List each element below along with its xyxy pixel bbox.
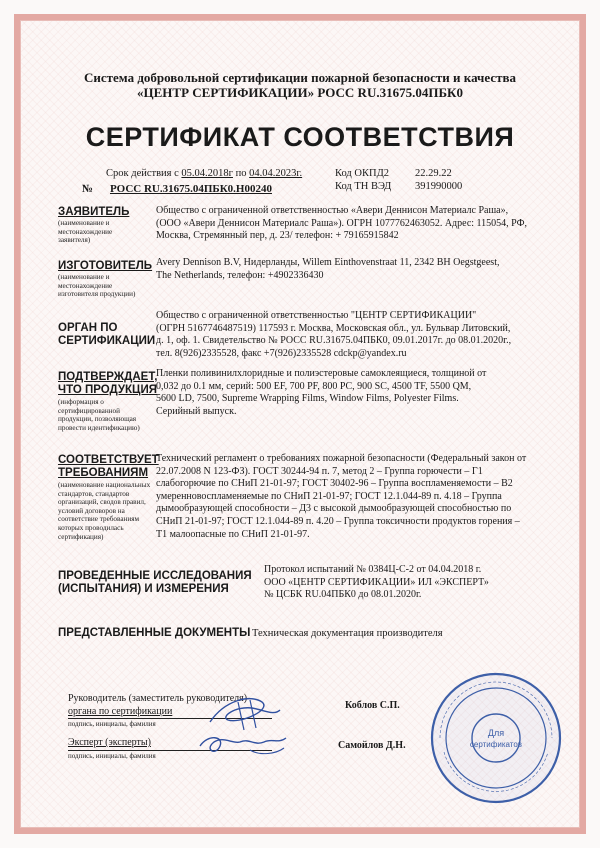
head-title-line-1: Руководитель (заместитель руководителя)	[68, 693, 248, 704]
tests-line: Протокол испытаний № 0384Ц-С-2 от 04.04.2018 г.	[264, 564, 482, 575]
cert-body-text	[156, 310, 552, 360]
tests-text	[264, 564, 554, 602]
expert-name: Самойлов Д.Н.	[338, 740, 406, 751]
head-signature-caption: подпись, инициалы, фамилия	[68, 720, 156, 728]
cert-body-line: (ОГРН 5167746487519) 117593 г. Москва, Московская обл., ул. Бульвар Литовский,	[156, 322, 511, 334]
product-label-1: ПОДТВЕРЖДАЕТ,	[58, 371, 158, 383]
requirements-label-2: ТРЕБОВАНИЯМ	[58, 467, 149, 479]
tnved-value: 391990000	[415, 181, 463, 192]
certificate-number: РОСС RU.31675.04ПБК0.Н00240	[110, 183, 272, 195]
requirements-line: Технический регламент о требованиях пожарной безопасности (Федеральный закон от	[156, 453, 527, 464]
product-text	[156, 368, 552, 418]
expert-title: Эксперт (эксперты)	[68, 737, 151, 748]
tests-line: № ЦСБК RU.04ПБК0 до 08.01.2020г.	[264, 589, 422, 601]
number-sign: №	[82, 183, 94, 195]
product-sublabel: (информация о сертифицированной продукции, позволяющая провести идентификацию)	[58, 398, 140, 432]
validity-mid: по	[235, 168, 247, 179]
cert-body-line: Общество с ограниченной ответственностью "ЦЕНТР СЕРТИФИКАЦИИ"	[156, 310, 477, 321]
okpd-value: 22.29.22	[415, 168, 452, 179]
requirements-line: СНиП 21-01-97; ГОСТ 12.1.044-89 п. 4.20 – Группа токсичности продуктов горения –	[156, 515, 520, 527]
validity-line	[106, 167, 302, 180]
stamp-outer-ring	[432, 674, 560, 802]
head-signature-stroke-2	[238, 700, 256, 730]
product-line: Пленки поливинилхлоридные и полиэстеровые самоклеящиеся, толщиной от	[156, 368, 487, 379]
requirements-line: слабогорючие по СНиП 21-01-97; ГОСТ 30402-96 – Группа воспламеняемости – В2	[156, 478, 513, 490]
requirements-line: дымообразующей способности – Д3 с высокой дымообразующей способностью по	[156, 503, 512, 515]
manufacturer-sublabel: (наименование и местонахождение изготовителя продукции)	[58, 273, 136, 299]
stamp-center-line-1: Для	[487, 728, 505, 738]
applicant-text	[156, 205, 552, 243]
tnved-label: Код ТН ВЭД	[335, 181, 392, 192]
applicant-line: Москва, Стремянный пер, д. 23/ телефон: + 79165915842	[156, 230, 399, 242]
cert-body-label-1: ОРГАН ПО	[58, 322, 118, 334]
product-line: 5600 LD, 7500, Supreme Wrapping Films, Window Films, Polyester Films.	[156, 393, 459, 405]
applicant-line: (ООО «Авери Деннисон Материалс Раша»). ОГРН 1077762463052. Адрес: 115054, РФ,	[156, 217, 527, 229]
head-title-line-2: органа по сертификации	[68, 706, 173, 717]
manufacturer-line: Avery Dennison B.V, Нидерланды, Willem Einthovenstraat 11, 2342 BH Oegstgeest,	[156, 257, 500, 268]
requirements-line: умеренновоспламеняемые по СНиП 21-01-97; ГОСТ 12.1.044-89 п. 4.18 – Группа	[156, 490, 502, 502]
requirements-sublabel: (наименование национальных стандартов, стандартов организаций, сводов правил, условий договоров на соответствие требованиям которых проводилась сертификация)	[58, 481, 151, 541]
requirements-label-1: СООТВЕТСТВУЕТ	[58, 454, 159, 466]
tests-label-1: ПРОВЕДЕННЫЕ ИССЛЕДОВАНИЯ	[58, 570, 252, 582]
expert-signature-stroke-2	[250, 748, 284, 754]
validity-to: 04.04.2023г.	[249, 168, 303, 179]
requirements-text	[156, 453, 552, 541]
cert-body-line: тел. 8(926)2335528, факс +7(926)2335528 cdckp@yandex.ru	[156, 347, 407, 359]
tests-label-2: (ИСПЫТАНИЯ) И ИЗМЕРЕНИЯ	[58, 583, 229, 595]
manufacturer-label: ИЗГОТОВИТЕЛЬ	[58, 260, 153, 272]
product-line: 0,032 до 0.1 мм, серий: 500 EF, 700 PF, 800 PC, 900 SC, 4500 TF, 5500 QM,	[156, 380, 472, 392]
expert-signature-stroke	[200, 738, 286, 752]
documents-label: ПРЕДСТАВЛЕННЫЕ ДОКУМЕНТЫ	[58, 627, 251, 639]
certificate-title: СЕРТИФИКАТ СООТВЕТСТВИЯ	[85, 122, 515, 152]
documents-value: Техническая документация производителя	[252, 628, 443, 639]
product-label-2: ЧТО ПРОДУКЦИЯ	[58, 384, 157, 396]
manufacturer-text	[156, 257, 552, 282]
handwritten-signatures	[180, 680, 300, 770]
applicant-line: Общество с ограниченной ответственностью «Авери Деннисон Материалс Раша»,	[156, 205, 509, 216]
round-stamp	[426, 668, 566, 808]
header-system-name: Система добровольной сертификации пожарной безопасности и качества	[84, 70, 516, 85]
requirements-line: Т1 малоопасные по СНиП 21-01-97.	[156, 528, 310, 540]
cert-body-label-2: СЕРТИФИКАЦИИ	[58, 335, 156, 347]
stamp-center-line-2: сертификатов	[469, 740, 523, 749]
head-signature-stroke	[210, 699, 280, 722]
header-center-name: «ЦЕНТР СЕРТИФИКАЦИИ» РОСС RU.31675.04ПБК0	[137, 85, 463, 100]
applicant-label: ЗАЯВИТЕЛЬ	[58, 206, 130, 218]
okpd-label: Код ОКПД2	[335, 168, 389, 179]
tests-line: ООО «ЦЕНТР СЕРТИФИКАЦИИ» ИЛ «ЭКСПЕРТ»	[264, 576, 489, 588]
applicant-sublabel: (наименование и местонахождение заявителя)	[58, 219, 113, 245]
expert-signature-caption: подпись, инициалы, фамилия	[68, 752, 156, 760]
validity-prefix: Срок действия с	[106, 168, 179, 179]
cert-body-line: д. 1, оф. 1. Свидетельство № РОСС RU.31675.04ПБК0, 09.01.2017г. до 08.01.2020г.,	[156, 335, 512, 347]
head-name: Коблов С.П.	[345, 700, 400, 711]
product-line: Серийный выпуск.	[156, 405, 237, 417]
manufacturer-line: The Netherlands, телефон: +4902336430	[156, 269, 324, 281]
validity-from: 05.04.2018г	[181, 168, 233, 179]
requirements-line: 22.07.2008 N 123-ФЗ). ГОСТ 30244-94 п. 7, метод 2 – Группа горючести – Г1	[156, 465, 483, 477]
